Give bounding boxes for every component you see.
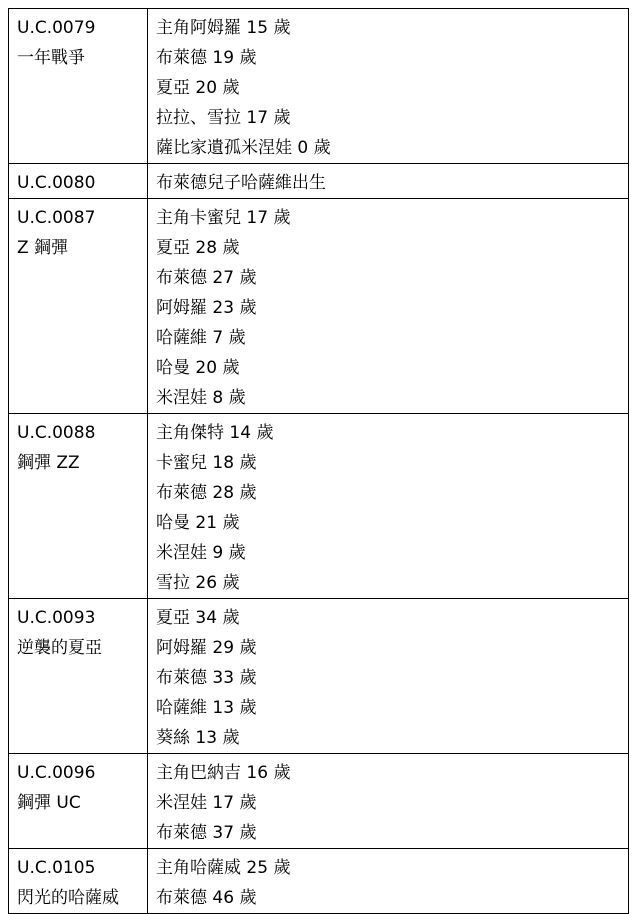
character-entry: 哈曼 20 歲 [156, 358, 240, 378]
character-entry: 主角傑特 14 歲 [156, 423, 274, 443]
character-entry: 卡蜜兒 18 歲 [156, 453, 257, 473]
era-code: U.C.0087 [17, 208, 96, 228]
table-row [9, 849, 629, 914]
era-code: U.C.0093 [17, 608, 96, 628]
table-row [9, 199, 629, 414]
series-title: Z 鋼彈 [17, 238, 69, 258]
table-row [9, 754, 629, 849]
character-ages-cell [148, 9, 629, 164]
character-entry: 阿姆羅 23 歲 [156, 298, 257, 318]
era-cell [9, 754, 148, 849]
character-entry: 哈薩維 7 歲 [156, 328, 246, 348]
character-entry: 葵絲 13 歲 [156, 728, 240, 748]
character-entry: 米涅娃 8 歲 [156, 388, 246, 408]
era-cell [9, 599, 148, 754]
character-ages-cell [148, 754, 629, 849]
table-row [9, 599, 629, 754]
character-entry: 拉拉、雪拉 17 歲 [156, 108, 291, 128]
character-entry: 哈薩維 13 歲 [156, 698, 257, 718]
character-entry: 布萊德 28 歲 [156, 483, 257, 503]
character-ages-cell [148, 199, 629, 414]
character-entry: 主角巴納吉 16 歲 [156, 763, 291, 783]
timeline-table [8, 8, 629, 914]
series-title: 逆襲的夏亞 [17, 638, 102, 658]
character-entry: 主角阿姆羅 15 歲 [156, 18, 291, 38]
character-ages-cell [148, 849, 629, 914]
character-ages-cell [148, 414, 629, 599]
character-entry: 布萊德 19 歲 [156, 48, 257, 68]
series-title: 閃光的哈薩威 [17, 888, 119, 908]
series-title: 鋼彈 UC [17, 793, 81, 813]
series-title: 一年戰爭 [17, 48, 85, 68]
character-ages-cell [148, 599, 629, 754]
character-entry: 薩比家遺孤米涅娃 0 歲 [156, 138, 331, 158]
era-code: U.C.0088 [17, 423, 96, 443]
era-cell [9, 199, 148, 414]
character-entry: 夏亞 20 歲 [156, 78, 240, 98]
era-cell [9, 164, 148, 199]
character-entry: 米涅娃 9 歲 [156, 543, 246, 563]
era-code: U.C.0079 [17, 18, 96, 38]
character-ages-cell [148, 164, 629, 199]
table-row [9, 9, 629, 164]
era-cell [9, 414, 148, 599]
character-entry: 哈曼 21 歲 [156, 513, 240, 533]
table-row [9, 164, 629, 199]
character-entry: 主角卡蜜兒 17 歲 [156, 208, 291, 228]
character-entry: 米涅娃 17 歲 [156, 793, 257, 813]
character-entry: 阿姆羅 29 歲 [156, 638, 257, 658]
table-row [9, 414, 629, 599]
character-entry: 布萊德 46 歲 [156, 888, 257, 908]
character-entry: 布萊德 33 歲 [156, 668, 257, 688]
character-entry: 雪拉 26 歲 [156, 573, 240, 593]
character-entry: 夏亞 28 歲 [156, 238, 240, 258]
character-entry: 主角哈薩威 25 歲 [156, 858, 291, 878]
era-cell [9, 849, 148, 914]
character-entry: 夏亞 34 歲 [156, 608, 240, 628]
era-code: U.C.0096 [17, 763, 96, 783]
era-code: U.C.0105 [17, 858, 96, 878]
era-cell [9, 9, 148, 164]
series-title: 鋼彈 ZZ [17, 453, 80, 473]
character-entry: 布萊德兒子哈薩維出生 [156, 173, 326, 193]
character-entry: 布萊德 27 歲 [156, 268, 257, 288]
era-code: U.C.0080 [17, 173, 96, 193]
character-entry: 布萊德 37 歲 [156, 823, 257, 843]
